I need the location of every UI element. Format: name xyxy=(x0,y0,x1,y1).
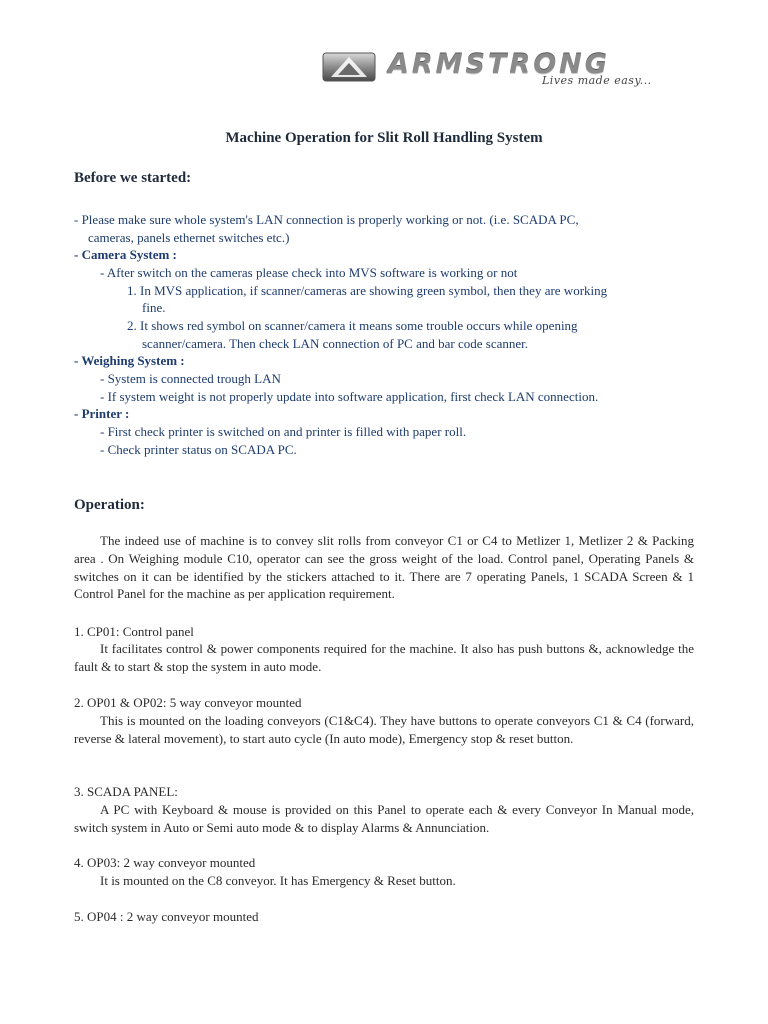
before-line: - Please make sure whole system's LAN connection is properly working or not. (i.e. SCADA PC, xyxy=(74,212,579,227)
before-line: 1. In MVS application, if scanner/cameras are showing green symbol, then they are working xyxy=(127,283,608,298)
item-heading: 5. OP04 : 2 way conveyor mounted xyxy=(74,909,259,924)
item-body: It is mounted on the C8 conveyor. It has Emergency & Reset button. xyxy=(100,873,456,888)
item-heading: 4. OP03: 2 way conveyor mounted xyxy=(74,855,256,870)
operation-intro: The indeed use of machine is to convey slit rolls from conveyor C1 or C4 to Metlizer 1, Metlizer 2 & Packing area . On Weighing module C10, operator can see the gross weight of the load. Control panel, Operating Panels & switches on it can be identified by the stickers attached to it. There are 7 operating Panels, 1 SCADA Screen & 1 Control Panel for the machine as per application requirement. xyxy=(74,533,694,602)
before-line: scanner/camera. Then check LAN connection of PC and bar code scanner. xyxy=(142,336,528,351)
item-heading: 2. OP01 & OP02: 5 way conveyor mounted xyxy=(74,695,302,710)
printer-heading: - Printer : xyxy=(74,406,130,421)
before-line: - First check printer is switched on and printer is filled with paper roll. xyxy=(100,424,467,439)
logo-wordmark: ARMSTRONG xyxy=(388,49,610,80)
section-heading-before: Before we started: xyxy=(74,170,192,186)
camera-system-heading: - Camera System : xyxy=(74,247,177,262)
before-line: - Check printer status on SCADA PC. xyxy=(100,442,297,457)
before-line: - If system weight is not properly update into software application, first check LAN connection. xyxy=(100,389,599,404)
document-title: Machine Operation for Slit Roll Handling System xyxy=(225,130,543,146)
armstrong-logo xyxy=(322,48,682,90)
before-line: - After switch on the cameras please check into MVS software is working or not xyxy=(100,265,518,280)
weighing-system-heading: - Weighing System : xyxy=(74,353,185,368)
before-line: fine. xyxy=(142,300,166,315)
item-body: A PC with Keyboard & mouse is provided on this Panel to operate each & every Conveyor In Manual mode, switch system in Auto or Semi auto mode & to display Alarms & Annunciation. xyxy=(74,802,694,835)
before-line: 2. It shows red symbol on scanner/camera it means some trouble occurs while opening xyxy=(127,318,578,333)
logo-emblem-icon xyxy=(322,52,376,82)
before-line: - System is connected trough LAN xyxy=(100,371,281,386)
item-heading: 1. CP01: Control panel xyxy=(74,624,194,639)
before-line: cameras, panels ethernet switches etc.) xyxy=(88,230,290,245)
item-heading: 3. SCADA PANEL: xyxy=(74,784,178,799)
section-heading-operation: Operation: xyxy=(74,497,145,513)
item-body: This is mounted on the loading conveyors (C1&C4). They have buttons to operate conveyors C1 & C4 (forward, reverse & lateral movement), to start auto cycle (In auto mode), Emergency stop & reset button. xyxy=(74,713,694,746)
logo-tagline: Lives made easy... xyxy=(542,74,652,87)
item-body: It facilitates control & power components required for the machine. It also has push buttons &, acknowledge the fault & to start & stop the system in auto mode. xyxy=(74,641,694,674)
